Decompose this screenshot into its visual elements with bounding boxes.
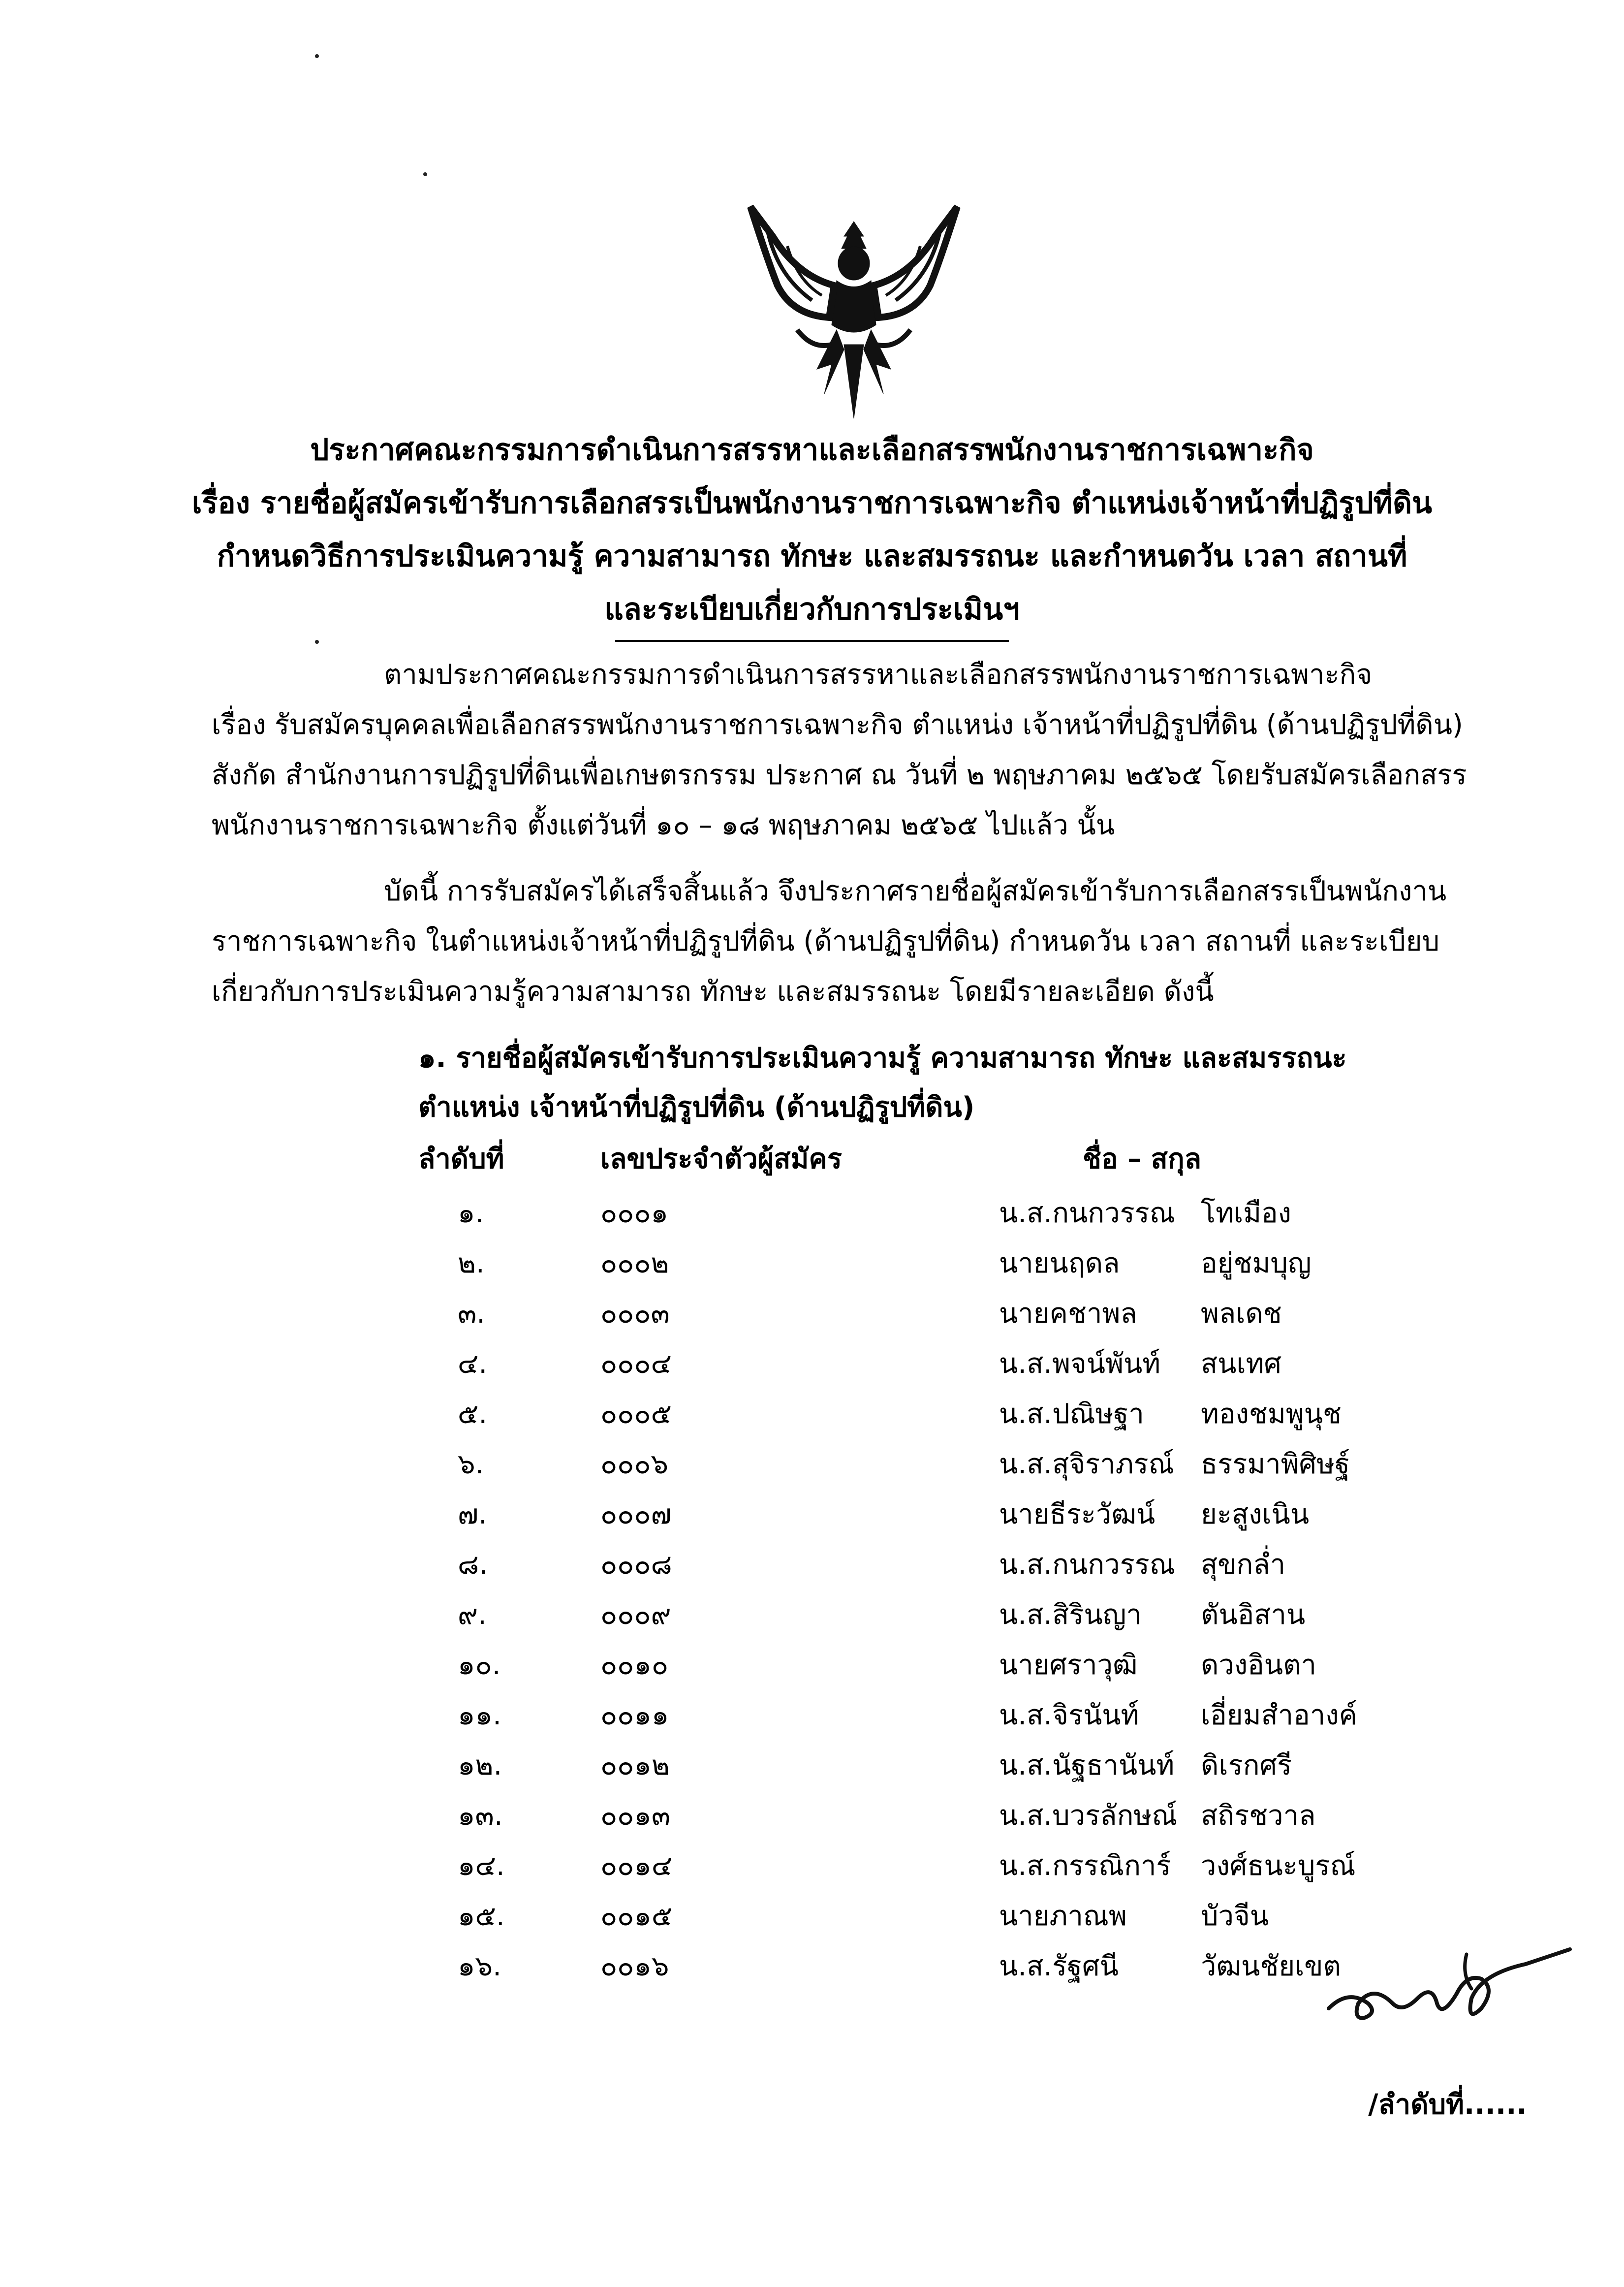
row-applicant-id: ๐๐๐๙ (600, 1599, 671, 1631)
paragraph-line: ตามประกาศคณะกรรมการดำเนินการสรรหาและเลือกสรรพนักงานราชการเฉพาะกิจ (384, 659, 1373, 691)
table-row (418, 1791, 1403, 1842)
row-last-name: เอี่ยมสำอางค์ (1201, 1699, 1358, 1731)
row-first-name: น.ส.กนกวรรณ (999, 1197, 1175, 1229)
paragraph-line: สังกัด สำนักงานการปฏิรูปที่ดินเพื่อเกษตรกรรม ประกาศ ณ วันที่ ๒ พฤษภาคม ๒๕๖๕ โดยรับสมัครเลือกสรร (212, 759, 1467, 791)
row-first-name: นายภาณพ (999, 1900, 1127, 1932)
row-applicant-id: ๐๐๐๒ (600, 1247, 669, 1279)
row-order: ๘. (458, 1549, 488, 1581)
row-applicant-id: ๐๐๑๕ (600, 1900, 673, 1932)
row-first-name: น.ส.รัฐศนี (999, 1950, 1119, 1982)
row-last-name: ทองชมพูนุช (1201, 1398, 1342, 1430)
applicant-table (418, 1135, 1403, 1992)
row-applicant-id: ๐๐๐๑ (600, 1197, 669, 1229)
row-last-name: สุขกล่ำ (1201, 1549, 1286, 1581)
title-line-4: และระเบียบเกี่ยวกับการประเมินฯ (604, 592, 1020, 627)
row-applicant-id: ๐๐๑๔ (600, 1850, 673, 1882)
row-order: ๒. (458, 1247, 485, 1279)
row-order: ๑๕. (458, 1900, 505, 1932)
row-last-name: ธรรมาพิศิษฐ์ (1201, 1448, 1350, 1480)
row-first-name: น.ส.พจน์พันท์ (999, 1348, 1161, 1380)
row-order: ๗. (458, 1498, 487, 1530)
row-last-name: สถิรชวาล (1201, 1800, 1316, 1832)
section-1-title: ๑. รายชื่อผู้สมัครเข้ารับการประเมินความรู้ ความสามารถ ทักษะ และสมรรถนะ (418, 1042, 1347, 1074)
row-last-name: อยู่ชมบุญ (1201, 1247, 1312, 1279)
row-last-name: วงศ์ธนะบูรณ์ (1201, 1850, 1356, 1882)
row-order: ๑๓. (458, 1800, 503, 1832)
scan-speck (423, 172, 427, 176)
paragraph-line: เรื่อง รับสมัครบุคคลเพื่อเลือกสรรพนักงานราชการเฉพาะกิจ ตำแหน่ง เจ้าหน้าที่ปฏิรูปที่ดิน (ด้านปฏิรูปที่ดิน) (212, 709, 1463, 741)
row-first-name: น.ส.สิรินญา (999, 1599, 1142, 1631)
table-row (418, 1842, 1403, 1892)
table-row (418, 1490, 1403, 1540)
row-applicant-id: ๐๐๑๒ (600, 1749, 670, 1781)
row-last-name: ดิเรกศรี (1201, 1749, 1292, 1781)
garuda-emblem-icon (738, 202, 969, 423)
row-applicant-id: ๐๐๑๓ (600, 1800, 671, 1832)
row-order: ๑๐. (458, 1649, 501, 1681)
row-first-name: น.ส.จิรนันท์ (999, 1699, 1139, 1731)
table-row (418, 1390, 1403, 1440)
row-first-name: น.ส.นัฐธานันท์ (999, 1749, 1175, 1781)
row-order: ๑๑. (458, 1699, 501, 1731)
row-first-name: น.ส.สุจิราภรณ์ (999, 1448, 1174, 1480)
table-row (418, 1641, 1403, 1691)
row-applicant-id: ๐๐๑๐ (600, 1649, 669, 1681)
row-last-name: พลเดช (1201, 1298, 1282, 1330)
row-order: ๑๒. (458, 1749, 502, 1781)
row-last-name: วัฒนชัยเขต (1201, 1950, 1341, 1982)
row-order: ๑๖. (458, 1950, 501, 1982)
header-full-name: ชื่อ – สกุล (1083, 1143, 1202, 1175)
title-line-2: เรื่อง รายชื่อผู้สมัครเข้ารับการเลือกสรรเป็นพนักงานราชการเฉพาะกิจ ตำแหน่งเจ้าหน้าที่ปฏิรูปที่ดิน (191, 486, 1433, 520)
header-order: ลำดับที่ (418, 1143, 504, 1175)
paragraph-line: พนักงานราชการเฉพาะกิจ ตั้งแต่วันที่ ๑๐ – ๑๘ พฤษภาคม ๒๕๖๕ ไปแล้ว นั้น (212, 809, 1115, 841)
table-row (418, 1590, 1403, 1641)
section-1-position: ตำแหน่ง เจ้าหน้าที่ปฏิรูปที่ดิน (ด้านปฏิรูปที่ดิน) (418, 1091, 975, 1123)
row-order: ๙. (458, 1599, 487, 1631)
header-applicant-id: เลขประจำตัวผู้สมัคร (600, 1143, 842, 1175)
row-first-name: นายนฤดล (999, 1247, 1120, 1279)
row-order: ๑๔. (458, 1850, 505, 1882)
row-order: ๕. (458, 1398, 488, 1430)
row-last-name: โทเมือง (1201, 1197, 1292, 1229)
row-last-name: ตันอิสาน (1201, 1599, 1306, 1631)
row-last-name: ดวงอินตา (1201, 1649, 1316, 1681)
table-row (418, 1540, 1403, 1590)
signature-image (1319, 1944, 1575, 2043)
row-first-name: น.ส.กรรณิการ์ (999, 1850, 1171, 1882)
row-first-name: นายคชาพล (999, 1298, 1137, 1330)
row-last-name: ยะสูงเนิน (1201, 1498, 1310, 1530)
table-row (418, 1189, 1403, 1239)
row-order: ๓. (458, 1298, 486, 1330)
row-order: ๔. (458, 1348, 488, 1380)
row-applicant-id: ๐๐๐๔ (600, 1348, 672, 1380)
row-order: ๑. (458, 1197, 484, 1229)
table-row (418, 1741, 1403, 1791)
row-last-name: สนเทศ (1201, 1348, 1282, 1380)
paragraph-reference (212, 650, 1521, 851)
row-last-name: บัวจีน (1201, 1900, 1269, 1932)
table-row (418, 1239, 1403, 1289)
scan-speck (315, 640, 319, 644)
table-header (418, 1135, 1403, 1189)
table-row (418, 1691, 1403, 1741)
table-row (418, 1289, 1403, 1339)
title-underline (615, 640, 1009, 642)
title-line-3: กำหนดวิธีการประเมินความรู้ ความสามารถ ทักษะ และสมรรถนะ และกำหนดวัน เวลา สถานที่ (217, 539, 1407, 573)
row-first-name: นายธีระวัฒน์ (999, 1498, 1156, 1530)
row-first-name: น.ส.บวรลักษณ์ (999, 1800, 1178, 1832)
row-applicant-id: ๐๐๑๖ (600, 1950, 669, 1982)
table-row (418, 1892, 1403, 1942)
row-order: ๖. (458, 1448, 484, 1480)
table-row (418, 1942, 1403, 1992)
row-first-name: นายศราวุฒิ (999, 1649, 1138, 1681)
table-row (418, 1440, 1403, 1490)
row-applicant-id: ๐๐๐๘ (600, 1549, 672, 1581)
row-first-name: น.ส.ปณิษฐา (999, 1398, 1144, 1430)
paragraph-line: ราชการเฉพาะกิจ ในตำแหน่งเจ้าหน้าที่ปฏิรูปที่ดิน (ด้านปฏิรูปที่ดิน) กำหนดวัน เวลา สถานที่ และระเบียบ (212, 925, 1440, 957)
section-1-heading (418, 1034, 1347, 1132)
row-first-name: น.ส.กนกวรรณ (999, 1549, 1175, 1581)
row-applicant-id: ๐๐๐๖ (600, 1448, 669, 1480)
row-applicant-id: ๐๐๑๑ (600, 1699, 669, 1731)
next-page-marker: /ลำดับที่...... (1368, 2089, 1527, 2121)
row-applicant-id: ๐๐๐๓ (600, 1298, 670, 1330)
title-line-1: ประกาศคณะกรรมการดำเนินการสรรหาและเลือกสรรพนักงานราชการเฉพาะกิจ (310, 433, 1314, 467)
table-row (418, 1339, 1403, 1390)
paragraph-line: บัดนี้ การรับสมัครได้เสร็จสิ้นแล้ว จึงประกาศรายชื่อผู้สมัครเข้ารับการเลือกสรรเป็นพนักงาน (384, 875, 1447, 907)
row-applicant-id: ๐๐๐๕ (600, 1398, 672, 1430)
scan-speck (315, 54, 319, 58)
announcement-title (148, 423, 1476, 642)
paragraph-announcement (212, 866, 1521, 1017)
paragraph-line: เกี่ยวกับการประเมินความรู้ความสามารถ ทักษะ และสมรรถนะ โดยมีรายละเอียด ดังนี้ (212, 976, 1214, 1008)
row-applicant-id: ๐๐๐๗ (600, 1498, 672, 1530)
